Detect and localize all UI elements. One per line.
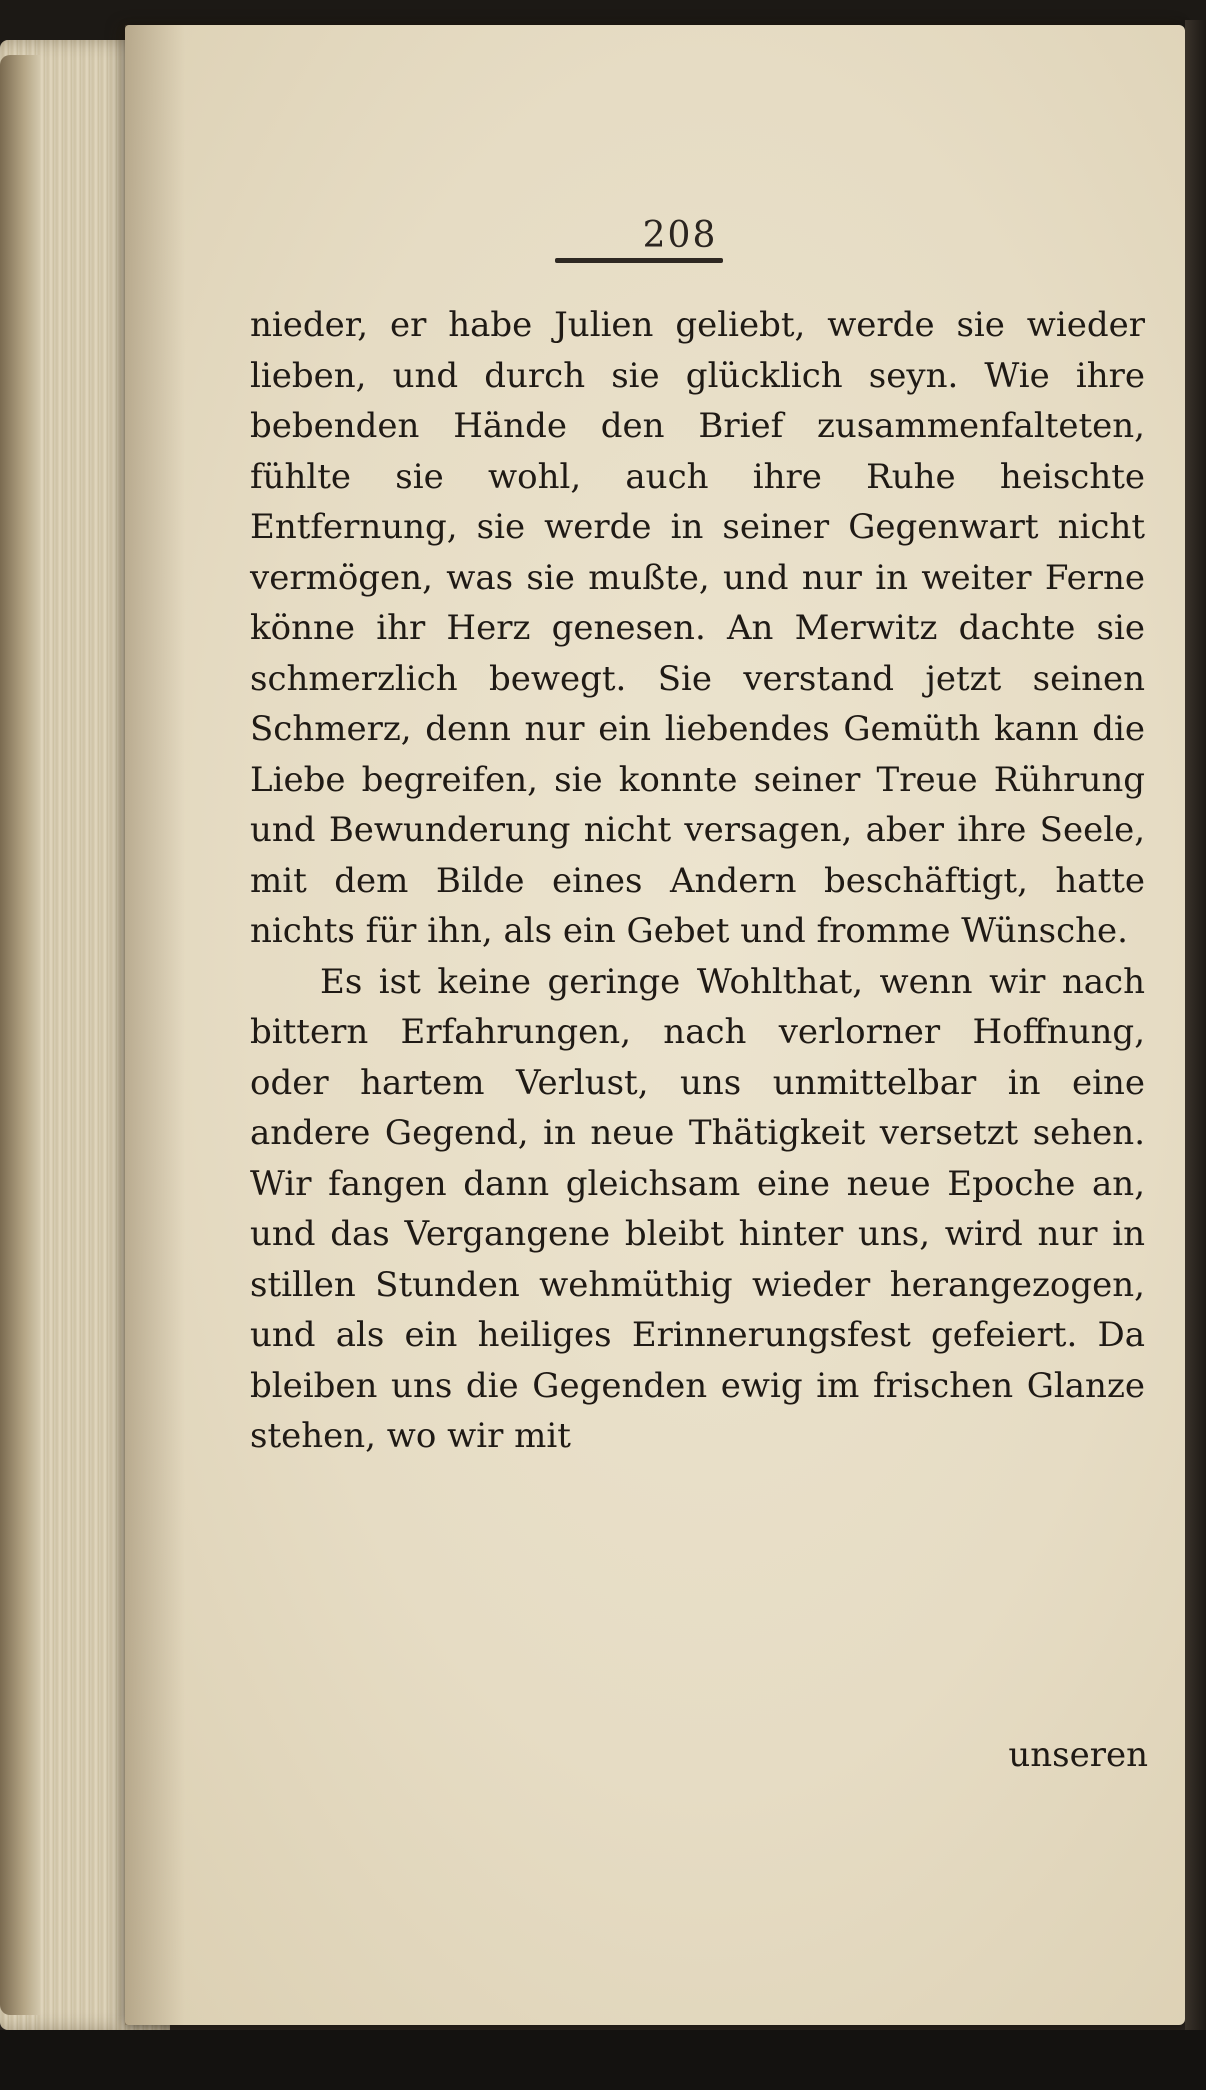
paragraph-1: nieder, er habe Julien geliebt, werde sie wieder lieben, und durch sie glücklich seyn. Wie ihre bebenden Hände den Brief zusammenfalteten, fühlte sie wohl, auch ihre Ruhe heischte Entfernung, sie werde in seiner Gegenwart nicht vermögen, was sie mußte, und nur in weiter Ferne könne ihr Herz genesen. An Merwitz dachte sie schmerzlich bewegt. Sie verstand jetzt seinen Schmerz, denn nur ein liebendes Gemüth kann die Liebe begreifen, sie konnte seiner Treue Rührung und Bewunderung nicht versagen, aber ihre Seele, mit dem Bilde eines Andern beschäftigt, hatte nichts für ihn, als ein Gebet und fromme Wünsche. bbox=[250, 305, 1145, 951]
scan-background-bottom bbox=[0, 2030, 1206, 2090]
header-rule bbox=[555, 258, 723, 263]
page-stack-edge bbox=[0, 55, 40, 2015]
body-text bbox=[250, 300, 1145, 1462]
right-edge bbox=[1185, 20, 1206, 2040]
paragraph-2: Es ist keine geringe Wohlthat, wenn wir nach bittern Erfahrungen, nach verlorner Hoffnung, oder hartem Verlust, uns unmittelbar in eine andere Gegend, in neue Thätigkeit versetzt sehen. Wir fangen dann gleichsam eine neue Epoche an, und das Vergangene bleibt hinter uns, wird nur in stillen Stunden wehmüthig wieder herangezogen, und als ein heiliges Erinnerungsfest gefeiert. Da bleiben uns die Gegenden ewig im frischen Glanze stehen, wo wir mit bbox=[250, 961, 1145, 1456]
spine-shadow bbox=[125, 25, 185, 2025]
catchword-line bbox=[125, 1735, 1185, 1795]
catchword: unseren bbox=[1008, 1735, 1148, 1775]
page-header bbox=[125, 215, 1185, 256]
page-number: 208 bbox=[642, 215, 718, 256]
